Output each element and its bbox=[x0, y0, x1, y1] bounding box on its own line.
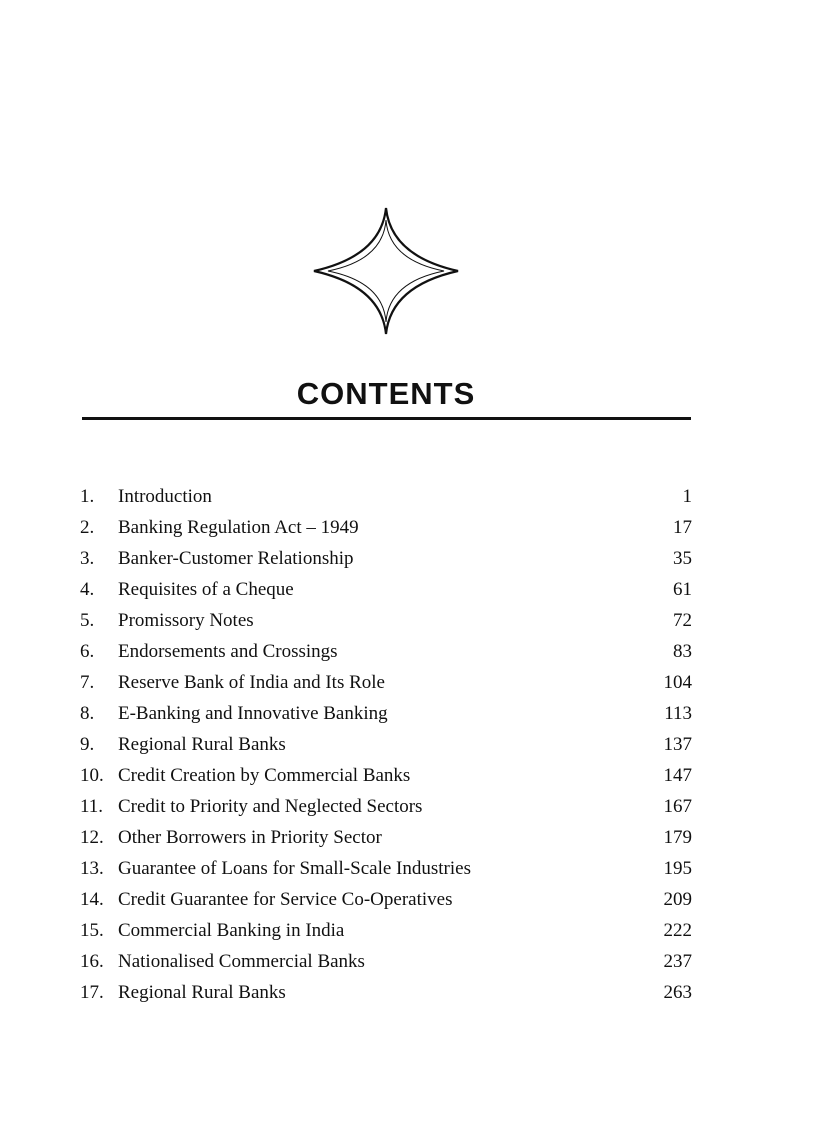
chapter-title: Other Borrowers in Priority Sector bbox=[118, 827, 382, 848]
page-number: 195 bbox=[663, 858, 692, 879]
toc-entry bbox=[80, 641, 692, 672]
toc-entry bbox=[80, 517, 692, 548]
chapter-title: Guarantee of Loans for Small-Scale Industries bbox=[118, 858, 471, 879]
chapter-number: 2. bbox=[80, 517, 95, 538]
toc-entry bbox=[80, 889, 692, 920]
chapter-title: Credit Guarantee for Service Co-Operatives bbox=[118, 889, 453, 910]
chapter-title: Credit Creation by Commercial Banks bbox=[118, 765, 411, 786]
toc-entry bbox=[80, 858, 692, 889]
chapter-number: 10. bbox=[80, 765, 104, 786]
chapter-number: 12. bbox=[80, 827, 104, 848]
page-number: 72 bbox=[673, 610, 692, 631]
chapter-title: Promissory Notes bbox=[118, 610, 254, 631]
page-number: 137 bbox=[663, 734, 692, 755]
page-number: 35 bbox=[673, 548, 692, 569]
chapter-title: Regional Rural Banks bbox=[118, 982, 286, 1003]
toc-entry bbox=[80, 734, 692, 765]
chapter-title: Banking Regulation Act – 1949 bbox=[118, 517, 359, 538]
toc-entry bbox=[80, 610, 692, 641]
chapter-title: Reserve Bank of India and Its Role bbox=[118, 672, 385, 693]
toc-entry bbox=[80, 951, 692, 982]
page-number: 17 bbox=[673, 517, 692, 538]
four-point-star-icon bbox=[312, 206, 460, 336]
chapter-title: Commercial Banking in India bbox=[118, 920, 345, 941]
chapter-number: 6. bbox=[80, 641, 95, 662]
chapter-title: Requisites of a Cheque bbox=[118, 579, 294, 600]
chapter-number: 8. bbox=[80, 703, 95, 724]
chapter-number: 11. bbox=[80, 796, 104, 817]
chapter-title: Banker-Customer Relationship bbox=[118, 548, 354, 569]
chapter-number: 3. bbox=[80, 548, 95, 569]
page-number: 263 bbox=[663, 982, 692, 1003]
chapter-number: 5. bbox=[80, 610, 95, 631]
chapter-title: Regional Rural Banks bbox=[118, 734, 286, 755]
contents-list bbox=[80, 486, 692, 1013]
chapter-number: 1. bbox=[80, 486, 95, 507]
toc-entry bbox=[80, 982, 692, 1013]
chapter-number: 4. bbox=[80, 579, 95, 600]
page-number: 237 bbox=[663, 951, 692, 972]
chapter-title: Introduction bbox=[118, 486, 212, 507]
toc-entry bbox=[80, 920, 692, 951]
toc-entry bbox=[80, 827, 692, 858]
page-number: 179 bbox=[663, 827, 692, 848]
chapter-number: 15. bbox=[80, 920, 104, 941]
chapter-number: 13. bbox=[80, 858, 104, 879]
toc-entry bbox=[80, 672, 692, 703]
page-number: 104 bbox=[663, 672, 692, 693]
toc-entry bbox=[80, 579, 692, 610]
chapter-title: Credit to Priority and Neglected Sectors bbox=[118, 796, 423, 817]
chapter-number: 7. bbox=[80, 672, 95, 693]
chapter-number: 9. bbox=[80, 734, 95, 755]
toc-entry bbox=[80, 796, 692, 827]
page-title: CONTENTS bbox=[296, 376, 476, 411]
page-number: 83 bbox=[673, 641, 692, 662]
page-number: 61 bbox=[673, 579, 692, 600]
page-number: 222 bbox=[663, 920, 692, 941]
toc-entry bbox=[80, 548, 692, 579]
page-number: 1 bbox=[682, 486, 692, 507]
chapter-title: Endorsements and Crossings bbox=[118, 641, 338, 662]
page-number: 209 bbox=[663, 889, 692, 910]
title-divider bbox=[82, 417, 691, 420]
chapter-number: 14. bbox=[80, 889, 104, 910]
toc-entry bbox=[80, 486, 692, 517]
toc-entry bbox=[80, 765, 692, 796]
chapter-number: 16. bbox=[80, 951, 104, 972]
page-number: 113 bbox=[664, 703, 692, 724]
chapter-number: 17. bbox=[80, 982, 104, 1003]
chapter-title: E-Banking and Innovative Banking bbox=[118, 703, 388, 724]
toc-entry bbox=[80, 703, 692, 734]
page-number: 167 bbox=[663, 796, 692, 817]
chapter-title: Nationalised Commercial Banks bbox=[118, 951, 365, 972]
page-number: 147 bbox=[663, 765, 692, 786]
